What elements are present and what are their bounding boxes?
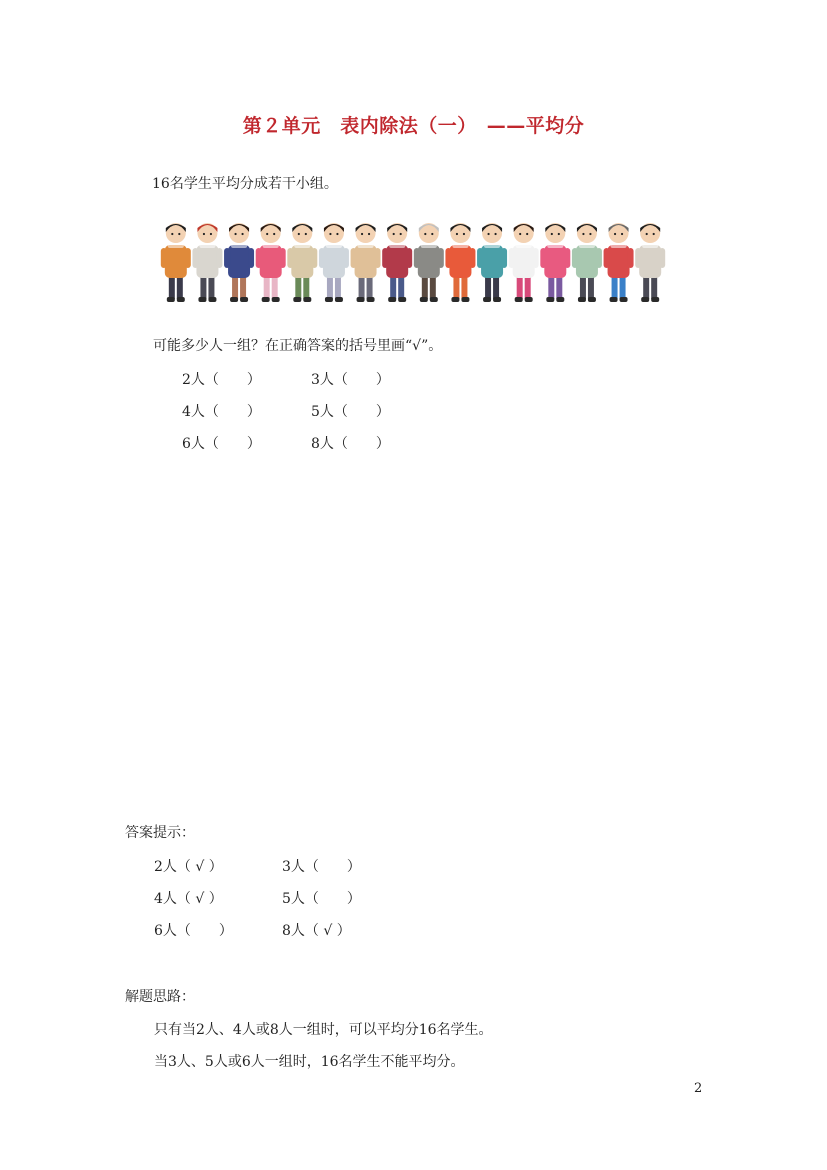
child-figure [572, 223, 602, 302]
option-3[interactable]: 3人（ ） [311, 372, 390, 388]
child-figure [509, 223, 539, 302]
answer-3: 3人（ ） [282, 859, 361, 875]
child-figure [192, 223, 222, 302]
child-figure [414, 223, 444, 302]
answer-8: 8人（ √ ） [282, 923, 351, 939]
child-figure [351, 223, 381, 302]
child-figure [540, 223, 570, 302]
question-text: 可能多少人一组？在正确答案的括号里画“√”。 [153, 338, 443, 354]
child-figure [319, 223, 349, 302]
explain-line-2: 当3人、5人或6人一组时，16名学生不能平均分。 [154, 1054, 465, 1070]
children-illustration [160, 219, 666, 305]
child-figure [635, 223, 665, 302]
answer-6: 6人（ ） [154, 923, 233, 939]
child-figure [256, 223, 286, 302]
child-figure [287, 223, 317, 302]
answer-heading: 答案提示： [125, 825, 195, 841]
child-figure [604, 223, 634, 302]
explain-line-1: 只有当2人、4人或8人一组时，可以平均分16名学生。 [154, 1022, 493, 1038]
explain-heading: 解题思路： [125, 989, 195, 1005]
option-4[interactable]: 4人（ ） [182, 404, 261, 420]
answer-2: 2人（ √ ） [154, 859, 223, 875]
child-figure [224, 223, 254, 302]
intro-text: 16名学生平均分成若干小组。 [152, 176, 338, 192]
answer-4: 4人（ √ ） [154, 891, 223, 907]
option-2[interactable]: 2人（ ） [182, 372, 261, 388]
page-title: 第２单元 表内除法（一） ——平均分 [242, 115, 585, 137]
child-figure [477, 223, 507, 302]
page-number: 2 [694, 1081, 703, 1096]
option-6[interactable]: 6人（ ） [182, 436, 261, 452]
child-figure [382, 223, 412, 302]
option-5[interactable]: 5人（ ） [311, 404, 390, 420]
child-figure [445, 223, 475, 302]
option-8[interactable]: 8人（ ） [311, 436, 390, 452]
answer-5: 5人（ ） [282, 891, 361, 907]
child-figure [161, 223, 191, 302]
